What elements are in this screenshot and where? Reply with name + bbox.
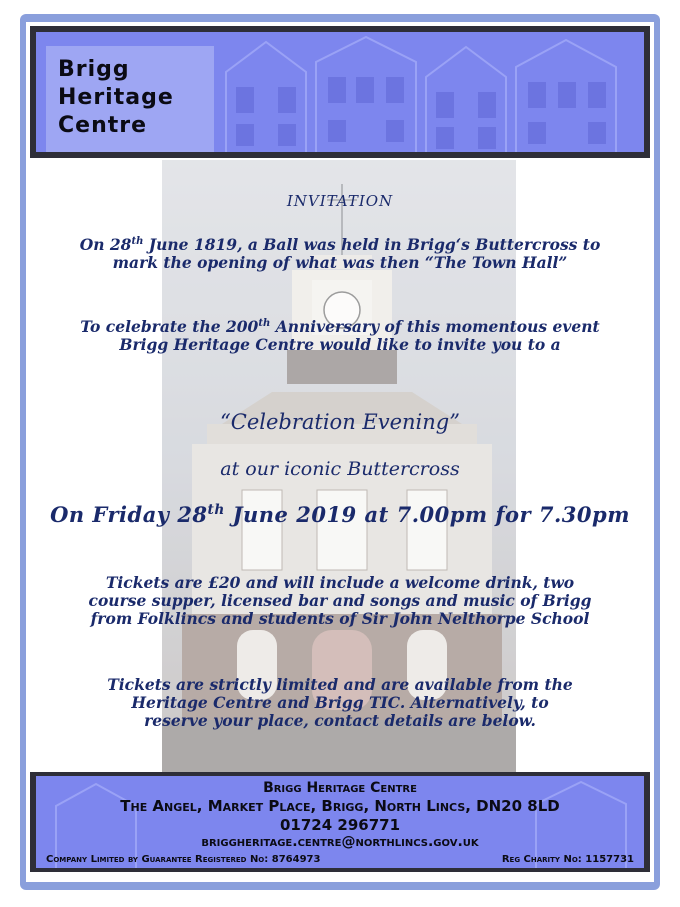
footer-banner: [30, 772, 650, 872]
footer-address: The Angel, Market Place, Brigg, North Lincs, DN20 8LD: [120, 797, 560, 815]
paragraph-availability: Tickets are strictly limited and are available from the Heritage Centre and Brigg TIC. Alternatively, to reserve your place, contact details are below.: [107, 675, 573, 730]
event-date: On Friday 28th June 2019 at 7.00pm for 7.30pm: [50, 502, 630, 527]
event-title: “Celebration Evening”: [220, 410, 460, 434]
footer-email: briggheritage.centre@northlincs.gov.uk: [201, 834, 479, 850]
footer-charity-number: Reg Charity No: 1157731: [501, 854, 634, 865]
paragraph-tickets: Tickets are £20 and will include a welcome drink, two course supper, licensed bar and songs and music of Brigg from Folklincs and students of Sir John Nelthorpe School: [88, 573, 592, 628]
invitation-heading: INVITATION: [286, 192, 394, 210]
footer-org-name: Brigg Heritage Centre: [263, 780, 417, 796]
header-title-line: Brigg: [58, 57, 130, 82]
header-title-box: [46, 46, 214, 152]
footer-backdrop: [36, 776, 644, 868]
paragraph-anniversary: To celebrate the 200th Anniversary of this momentous event Brigg Heritage Centre would like to invite you to a: [80, 317, 600, 354]
paragraph-history: On 28th June 1819, a Ball was held in Brigg‘s Buttercross to mark the opening of what was then “The Town Hall”: [79, 235, 601, 272]
footer-company-registration: Company Limited by Guarantee Registered No: 8764973: [46, 854, 321, 865]
header-title-line: Heritage: [58, 85, 174, 110]
event-venue: at our iconic Buttercross: [220, 458, 460, 480]
header-banner: [30, 26, 650, 158]
header-title-line: Centre: [58, 113, 148, 138]
header-building-backdrop: [36, 32, 644, 152]
footer-phone: 01724 296771: [279, 816, 401, 834]
